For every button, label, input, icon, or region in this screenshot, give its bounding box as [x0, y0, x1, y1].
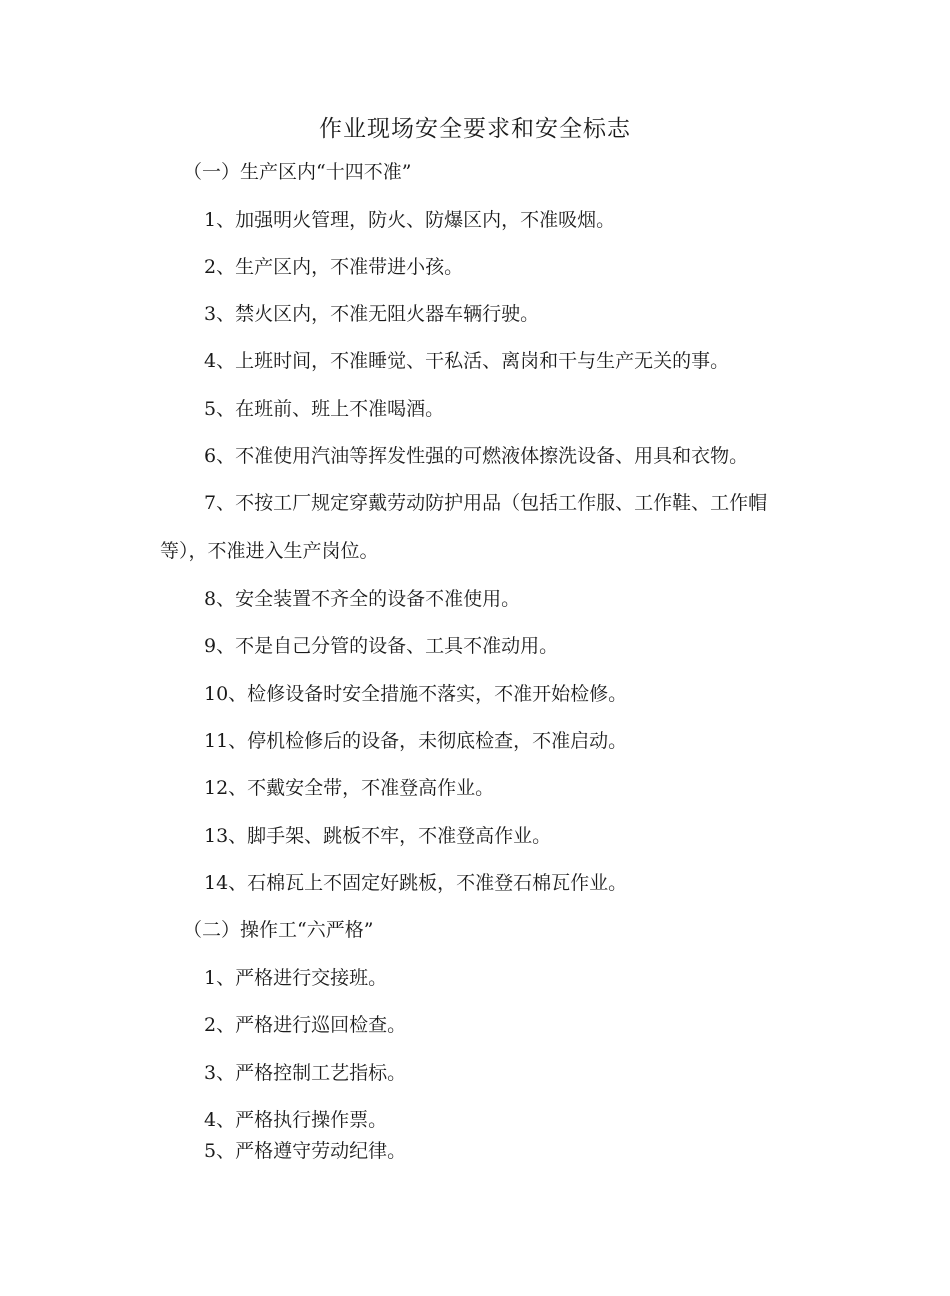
- list-item: 9、不是自己分管的设备、工具不准动用。: [204, 635, 559, 657]
- list-item: 2、生产区内，不准带进小孩。: [204, 256, 464, 278]
- list-item: 10、检修设备时安全措施不落实，不准开始检修。: [204, 683, 628, 705]
- list-item: 1、加强明火管理，防火、防爆区内，不准吸烟。: [204, 209, 616, 231]
- section-heading-2: （二）操作工“六严格”: [183, 919, 374, 941]
- list-item: 13、脚手架、跳板不牢，不准登高作业。: [204, 825, 552, 847]
- list-item: 4、严格执行操作票。: [204, 1109, 388, 1131]
- list-item-continuation: 等），不准进入生产岗位。: [160, 540, 379, 562]
- list-item: 1、严格进行交接班。: [204, 967, 388, 989]
- list-item: 14、石棉瓦上不固定好跳板，不准登石棉瓦作业。: [204, 872, 628, 894]
- page-title: 作业现场安全要求和安全标志: [319, 116, 631, 142]
- list-item: 3、严格控制工艺指标。: [204, 1062, 407, 1084]
- list-item: 5、严格遵守劳动纪律。: [204, 1140, 407, 1162]
- section-heading-1: （一）生产区内“十四不准”: [183, 161, 412, 183]
- list-item: 7、不按工厂规定穿戴劳动防护用品（包括工作服、工作鞋、工作帽: [204, 492, 768, 514]
- list-item: 2、严格进行巡回检查。: [204, 1014, 407, 1036]
- list-item: 6、不准使用汽油等挥发性强的可燃液体擦洗设备、用具和衣物。: [204, 445, 749, 467]
- list-item: 12、不戴安全带，不准登高作业。: [204, 777, 495, 799]
- list-item: 4、上班时间，不准睡觉、干私活、离岗和干与生产无关的事。: [204, 350, 730, 372]
- list-item: 11、停机检修后的设备，未彻底检查，不准启动。: [204, 730, 628, 752]
- list-item: 5、在班前、班上不准喝酒。: [204, 398, 445, 420]
- list-item: 3、禁火区内，不准无阻火器车辆行驶。: [204, 303, 540, 325]
- list-item: 8、安全装置不齐全的设备不准使用。: [204, 588, 521, 610]
